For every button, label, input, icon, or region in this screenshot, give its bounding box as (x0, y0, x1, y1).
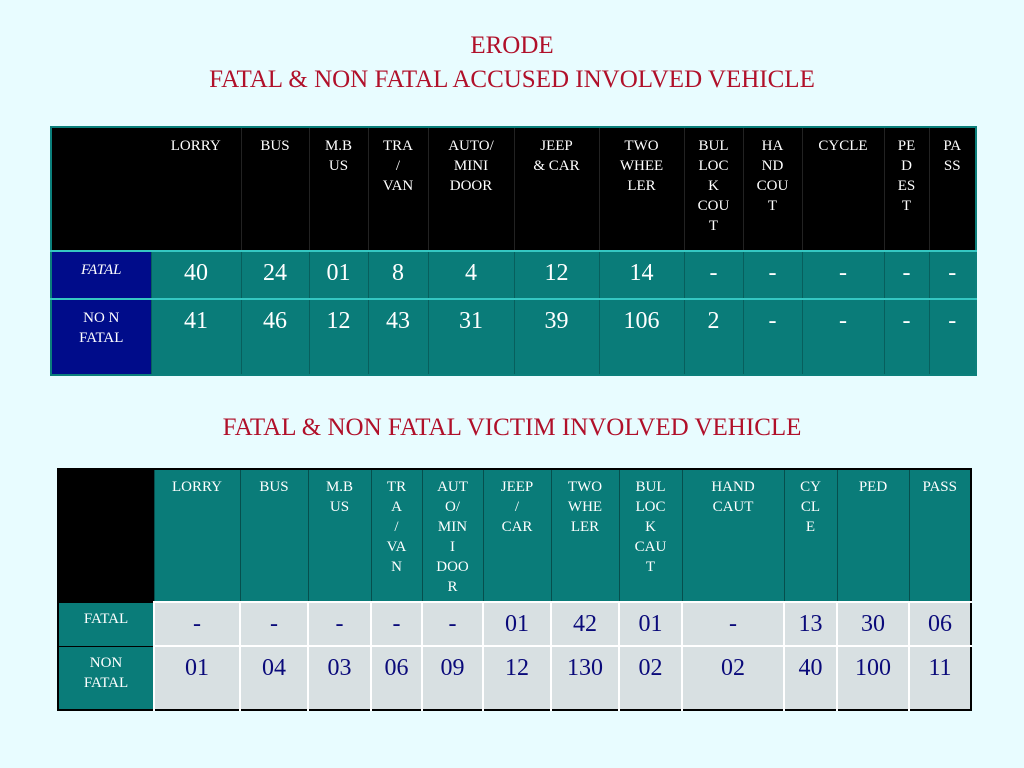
table-cell: - (743, 251, 802, 299)
table-cell: 42 (551, 602, 619, 646)
row-label: FATAL (58, 602, 154, 646)
table-cell: - (802, 299, 884, 375)
table-cell: - (929, 251, 976, 299)
accused-header-row (51, 127, 976, 251)
table-cell: - (308, 602, 371, 646)
table-cell: 40 (151, 251, 241, 299)
victim-header-row (58, 469, 971, 602)
title-line-2: FATAL & NON FATAL ACCUSED INVOLVED VEHICLE (209, 66, 815, 93)
table-cell: 14 (599, 251, 684, 299)
row-label: NO N FATAL (51, 299, 151, 375)
table-cell: 12 (514, 251, 599, 299)
table-cell: 46 (241, 299, 309, 375)
table-cell: 100 (837, 646, 909, 710)
victim-col-header: LORRY (154, 469, 240, 602)
title-line-1: ERODE (470, 32, 554, 59)
row-label: FATAL (51, 251, 151, 299)
table-cell: 03 (308, 646, 371, 710)
table-cell: 13 (784, 602, 837, 646)
accused-nonfatal-row (51, 299, 976, 375)
table-cell: - (240, 602, 308, 646)
victim-col-header: PASS (909, 469, 971, 602)
table-cell: - (929, 299, 976, 375)
table-cell: 106 (599, 299, 684, 375)
victim-col-header: JEEP / CAR (483, 469, 551, 602)
accused-col-header: M.B US (309, 127, 368, 251)
table-cell: 4 (428, 251, 514, 299)
accused-col-header: CYCLE (802, 127, 884, 251)
table-cell: - (684, 251, 743, 299)
accused-col-header: PE D ES T (884, 127, 929, 251)
accused-corner-cell (51, 127, 151, 251)
victim-fatal-row (58, 602, 971, 646)
victim-col-header: M.B US (308, 469, 371, 602)
accused-col-header: HA ND COU T (743, 127, 802, 251)
table-cell: 01 (154, 646, 240, 710)
table-cell: 01 (309, 251, 368, 299)
accused-vehicle-table (50, 126, 977, 376)
row-label: NON FATAL (58, 646, 154, 710)
victim-col-header: HAND CAUT (682, 469, 784, 602)
table-cell: - (884, 251, 929, 299)
victim-corner-cell (58, 469, 154, 602)
accused-fatal-row (51, 251, 976, 299)
victim-section-title: FATAL & NON FATAL VICTIM INVOLVED VEHICLE (222, 414, 802, 441)
victim-col-header: TWO WHE LER (551, 469, 619, 602)
victim-col-header: PED (837, 469, 909, 602)
table-cell: - (422, 602, 483, 646)
table-cell: 12 (309, 299, 368, 375)
table-cell: 2 (684, 299, 743, 375)
accused-col-header: LORRY (151, 127, 241, 251)
page-title (0, 29, 1024, 97)
table-cell: 24 (241, 251, 309, 299)
table-cell: 01 (483, 602, 551, 646)
table-cell: 30 (837, 602, 909, 646)
table-cell: 12 (483, 646, 551, 710)
victim-col-header: TR A / VA N (371, 469, 422, 602)
table-cell: 02 (619, 646, 682, 710)
accused-col-header: TRA / VAN (368, 127, 428, 251)
table-cell: 43 (368, 299, 428, 375)
table-cell: 130 (551, 646, 619, 710)
accused-col-header: JEEP & CAR (514, 127, 599, 251)
table-cell: 02 (682, 646, 784, 710)
table-cell: 04 (240, 646, 308, 710)
table-cell: - (682, 602, 784, 646)
table-cell: 09 (422, 646, 483, 710)
accused-col-header: TWO WHEE LER (599, 127, 684, 251)
accused-col-header: BUL LOC K COU T (684, 127, 743, 251)
table-cell: 40 (784, 646, 837, 710)
table-cell: 41 (151, 299, 241, 375)
table-cell: 31 (428, 299, 514, 375)
table-cell: 06 (909, 602, 971, 646)
victim-col-header: BUL LOC K CAU T (619, 469, 682, 602)
table-cell: 8 (368, 251, 428, 299)
table-cell: - (371, 602, 422, 646)
table-cell: 01 (619, 602, 682, 646)
accused-col-header: PA SS (929, 127, 976, 251)
table-cell: - (884, 299, 929, 375)
table-cell: - (743, 299, 802, 375)
victim-col-header: CY CL E (784, 469, 837, 602)
accused-col-header: BUS (241, 127, 309, 251)
table-cell: - (154, 602, 240, 646)
accused-col-header: AUTO/ MINI DOOR (428, 127, 514, 251)
table-cell: 06 (371, 646, 422, 710)
victim-nonfatal-row (58, 646, 971, 710)
table-cell: 39 (514, 299, 599, 375)
victim-col-header: AUT O/ MIN I DOO R (422, 469, 483, 602)
table-cell: - (802, 251, 884, 299)
victim-col-header: BUS (240, 469, 308, 602)
victim-vehicle-table (57, 468, 972, 711)
table-cell: 11 (909, 646, 971, 710)
